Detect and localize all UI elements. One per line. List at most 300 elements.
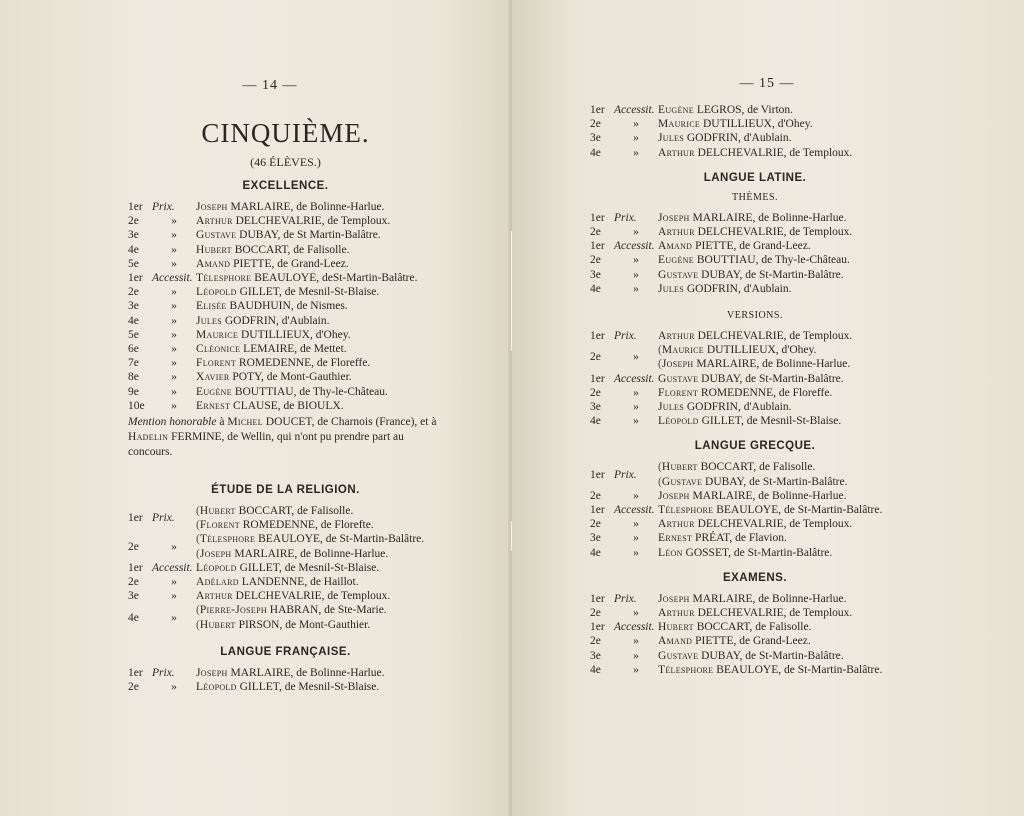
laureate-surname-place: GODFRIN, d'Aublain.	[683, 282, 792, 295]
laureate-surname-place: MARLAIRE, de Bolinne-Harlue.	[693, 358, 851, 371]
award-row	[128, 342, 443, 356]
laureate-surname-place: CLAUSE, de BIOULX.	[230, 399, 344, 412]
rank-type: »	[633, 351, 639, 364]
rank-type: Prix.	[614, 468, 637, 481]
laureate-name	[196, 399, 443, 413]
rank-ordinal: 1er	[590, 468, 605, 481]
rank-label	[128, 342, 196, 356]
rank-label	[128, 603, 196, 631]
rank-ordinal: 2e	[590, 635, 601, 648]
laureate-name	[658, 146, 920, 160]
rank-ordinal: 4e	[590, 663, 601, 676]
laureate-surname-place: DELCHEVALRIE, de Temploux.	[694, 226, 853, 239]
laureate-first-name: Hubert	[196, 243, 232, 256]
award-row-shared	[128, 603, 443, 631]
laureate-first-name: Hubert	[199, 505, 236, 518]
laureate-name	[658, 489, 920, 503]
award-row	[590, 268, 920, 282]
award-row	[590, 620, 920, 634]
laureate-surname-place: BOCCART, de Falisolle.	[231, 243, 350, 256]
section-heading-examens: EXAMENS.	[722, 571, 788, 584]
laureate-first-name: Pierre-Joseph	[199, 604, 267, 617]
rank-ordinal: 2e	[590, 489, 601, 502]
laureate-name	[196, 314, 443, 328]
rank-ordinal: 4e	[128, 243, 139, 256]
rank-type: »	[171, 286, 177, 299]
rank-label	[128, 214, 196, 228]
rank-type: »	[633, 663, 639, 676]
religion-list	[128, 561, 443, 604]
laureate-name	[196, 547, 443, 561]
laureate-name	[658, 649, 920, 663]
rank-label	[590, 606, 658, 620]
rank-type: Accessit.	[614, 240, 655, 253]
versions-prix1	[590, 329, 920, 343]
award-row	[590, 372, 920, 386]
rank-type: Accessit.	[614, 372, 655, 385]
mention-label: Mention honorable	[128, 416, 217, 429]
rank-type: »	[633, 282, 639, 295]
award-row	[590, 546, 920, 560]
laureate-surname-place: GODFRIN, d'Aublain.	[683, 132, 792, 145]
rank-ordinal: 8e	[128, 371, 139, 384]
laureate-name	[196, 589, 443, 603]
rank-type: »	[633, 635, 639, 648]
rank-ordinal: 1er	[128, 666, 143, 679]
laureate-first-name: Maurice	[196, 328, 239, 341]
laureate-name	[658, 400, 920, 414]
laureate-name	[196, 285, 443, 299]
award-row	[590, 531, 920, 545]
laureate-first-name: Florent	[199, 519, 240, 532]
rank-label	[128, 328, 196, 342]
laureate-name	[196, 575, 443, 589]
award-row	[128, 257, 443, 271]
award-row	[590, 253, 920, 267]
laureate-surname-place: LEMAIRE, de Mettet.	[240, 343, 347, 356]
award-row	[590, 489, 920, 503]
laureate-first-name: Joseph	[658, 592, 690, 605]
laureate-surname-place: MARLAIRE, de Bolinne-Harlue.	[231, 547, 389, 560]
rank-ordinal: 3e	[590, 401, 601, 414]
rank-type: »	[171, 215, 177, 228]
religion-acc4	[128, 603, 443, 631]
rank-ordinal: 1er	[128, 201, 143, 213]
laureate-surname-place: ROMEDENNE, de Floreffe.	[236, 357, 371, 370]
rank-type: »	[171, 399, 177, 412]
laureate-name	[658, 414, 920, 428]
rank-ordinal: 1er	[590, 592, 605, 605]
rank-label	[590, 282, 658, 296]
laureate-surname-place: GILLET, de Mesnil-St-Blaise.	[236, 681, 380, 694]
shared-names	[658, 460, 920, 488]
laureate-surname-place: BEAULOYE, deSt-Martin-Balâtre.	[251, 272, 418, 285]
laureate-surname-place: BOUTTIAU, de Thy-le-Château.	[693, 254, 850, 267]
rank-ordinal: 10e	[128, 399, 145, 412]
rank-label	[590, 503, 658, 517]
award-row	[590, 606, 920, 620]
laureate-first-name: Gustave	[658, 649, 699, 662]
laureate-name	[196, 299, 443, 313]
rank-label	[590, 460, 658, 488]
rank-ordinal: 2e	[590, 226, 601, 239]
rank-ordinal: 3e	[590, 649, 601, 662]
rank-type: »	[171, 343, 177, 356]
laureate-surname-place: LANDENNE, de Haillot.	[238, 576, 359, 589]
rank-label	[128, 589, 196, 603]
rank-label	[590, 329, 658, 343]
rank-label	[128, 575, 196, 589]
laureate-surname-place: MARLAIRE, de Bolinne-Harlue.	[689, 592, 847, 605]
rank-type: Accessit.	[614, 621, 655, 634]
rank-label	[590, 253, 658, 267]
rank-type: »	[633, 518, 639, 531]
laureate-surname-place: PIETTE, de Grand-Leez.	[692, 635, 811, 648]
laureate-surname-place: BEAULOYE, de St-Martin-Balâtre.	[713, 504, 883, 517]
laureate-name	[196, 342, 443, 356]
laureate-name	[196, 356, 443, 370]
rank-type: »	[633, 268, 639, 281]
rank-ordinal: 2e	[590, 254, 601, 267]
rank-label	[590, 400, 658, 414]
award-row-shared	[590, 460, 920, 488]
award-row	[590, 329, 920, 343]
award-row	[590, 225, 920, 239]
shared-names	[196, 504, 443, 532]
rank-ordinal: 1er	[590, 104, 605, 116]
rank-label	[590, 103, 658, 117]
rank-label	[128, 532, 196, 560]
laureate-first-name: Joseph	[196, 666, 228, 679]
award-row	[590, 400, 920, 414]
rank-label	[590, 146, 658, 160]
laureate-surname-place: DUBAY, de St-Martin-Balâtre.	[698, 649, 844, 662]
examens-list	[590, 592, 920, 677]
rank-ordinal: 2e	[590, 518, 601, 531]
rank-label	[128, 504, 196, 532]
laureate-name	[196, 666, 443, 680]
laureate-name	[196, 328, 443, 342]
award-row	[128, 589, 443, 603]
laureate-surname-place: BOCCART, de Falisolle.	[693, 621, 812, 634]
award-row	[128, 200, 443, 214]
rank-label	[590, 546, 658, 560]
rank-label	[590, 131, 658, 145]
rank-ordinal: 4e	[590, 282, 601, 295]
laureate-first-name: Eugène	[658, 104, 694, 116]
laureate-name	[196, 618, 443, 632]
right-page-content	[590, 103, 920, 677]
laureate-name	[658, 620, 920, 634]
rank-type: »	[633, 607, 639, 620]
rank-ordinal: 9e	[128, 385, 139, 398]
award-row	[128, 314, 443, 328]
laureate-first-name: Joseph	[658, 489, 690, 502]
rank-label	[128, 385, 196, 399]
rank-label	[128, 299, 196, 313]
rank-label	[128, 314, 196, 328]
laureate-surname-place: MARLAIRE, de Bolinne-Harlue.	[227, 666, 385, 679]
rank-type: »	[633, 226, 639, 239]
excellence-list	[128, 200, 443, 413]
laureate-surname-place: PRÉAT, de Flavion.	[692, 532, 787, 545]
laureate-first-name: Gustave	[658, 268, 699, 281]
rank-ordinal: 2e	[128, 286, 139, 299]
laureate-first-name: Arthur	[658, 226, 695, 239]
laureate-name	[196, 532, 443, 546]
left-page-content	[128, 118, 443, 694]
rank-ordinal: 1er	[590, 621, 605, 634]
rank-label	[590, 225, 658, 239]
laureate-first-name: Eugène	[196, 385, 232, 398]
laureate-name	[658, 517, 920, 531]
rank-ordinal: 1er	[590, 211, 605, 224]
laureate-surname-place: DELCHEVALRIE, de Temploux.	[694, 518, 853, 531]
laureate-name	[658, 503, 920, 517]
award-row-shared	[590, 343, 920, 371]
rank-ordinal: 1er	[590, 372, 605, 385]
laureate-name	[196, 561, 443, 575]
rank-ordinal: 5e	[128, 257, 139, 270]
laureate-first-name: Florent	[196, 357, 237, 370]
rank-type: Accessit.	[152, 272, 193, 285]
mention-name: Hadelin	[128, 431, 169, 444]
laureate-name	[658, 268, 920, 282]
rank-type: »	[171, 385, 177, 398]
laureate-first-name: Amand	[196, 257, 231, 270]
laureate-surname-place: ROMEDENNE, de Florefte.	[239, 519, 374, 532]
award-row	[128, 214, 443, 228]
award-row	[128, 385, 443, 399]
rank-ordinal: 2e	[128, 215, 139, 228]
laureate-first-name: Xavier	[196, 371, 230, 384]
laureate-surname-place: GILLET, de Mesnil-St-Blaise.	[236, 561, 380, 574]
rank-ordinal: 1er	[128, 272, 143, 285]
laureate-name	[658, 253, 920, 267]
rank-ordinal: 2e	[128, 576, 139, 589]
laureate-name	[658, 211, 920, 225]
award-row	[590, 592, 920, 606]
laureate-first-name: Jules	[658, 132, 684, 145]
laureate-first-name: Arthur	[196, 590, 233, 603]
laureate-first-name: Télesphore	[658, 663, 714, 676]
versions-list	[590, 372, 920, 429]
shared-names	[196, 603, 443, 631]
laureate-name	[196, 214, 443, 228]
francaise-continued-list	[590, 103, 920, 160]
laureate-name	[196, 370, 443, 384]
mention-name: Michel	[227, 416, 263, 429]
rank-ordinal: 1er	[590, 504, 605, 517]
laureate-surname-place: DELCHEVALRIE, de Temploux.	[694, 330, 853, 343]
laureate-surname-place: DUBAY, de St-Martin-Balâtre.	[698, 372, 844, 385]
rank-label	[590, 663, 658, 677]
rank-type: Accessit.	[614, 104, 655, 116]
page-number: — 14 —	[242, 78, 298, 93]
award-row	[590, 117, 920, 131]
award-row	[128, 561, 443, 575]
rank-type: Prix.	[152, 201, 175, 213]
rank-type: »	[633, 254, 639, 267]
rank-label	[590, 211, 658, 225]
laureate-surname-place: DUBAY, de St Martin-Balâtre.	[236, 229, 381, 242]
rank-type: »	[171, 371, 177, 384]
mention-honorable	[128, 415, 443, 460]
rank-type: »	[633, 649, 639, 662]
rank-label	[590, 531, 658, 545]
award-row	[590, 663, 920, 677]
laureate-surname-place: DELCHEVALRIE, de Temploux.	[694, 146, 853, 159]
rank-label	[590, 517, 658, 531]
rank-type: »	[633, 489, 639, 502]
laureate-surname-place: MARLAIRE, de Bolinne-Harlue.	[227, 201, 385, 213]
rank-label	[128, 680, 196, 694]
laureate-first-name: Arthur	[196, 215, 233, 228]
laureate-first-name: Télesphore	[196, 272, 252, 285]
laureate-first-name: Gustave	[658, 372, 699, 385]
rank-ordinal: 3e	[590, 268, 601, 281]
rank-type: »	[171, 300, 177, 313]
grecque-list	[590, 489, 920, 560]
rank-ordinal: 1er	[590, 330, 605, 343]
laureate-first-name: Joseph	[661, 358, 694, 371]
award-row	[128, 356, 443, 370]
laureate-first-name: Arthur	[658, 518, 695, 531]
award-row	[128, 271, 443, 285]
laureate-name	[658, 475, 920, 489]
laureate-name	[658, 357, 920, 371]
rank-type: »	[171, 243, 177, 256]
laureate-name	[196, 504, 443, 518]
rank-label	[128, 228, 196, 242]
page-number: — 15 —	[739, 76, 795, 91]
rank-ordinal: 3e	[590, 532, 601, 545]
laureate-first-name: Jules	[196, 314, 222, 327]
rank-type: »	[171, 257, 177, 270]
laureate-first-name: Eugène	[658, 254, 694, 267]
laureate-name	[658, 460, 920, 474]
laureate-surname-place: GILLET, de Mesnil-St-Blaise.	[236, 286, 380, 299]
laureate-first-name: Léopold	[196, 561, 237, 574]
rank-label	[128, 271, 196, 285]
award-row-shared	[128, 532, 443, 560]
laureate-first-name: Amand	[658, 240, 693, 253]
laureate-surname-place: BEAULOYE, de St-Martin-Balâtre.	[255, 533, 425, 546]
laureate-first-name: Gustave	[661, 475, 703, 488]
laureate-surname-place: DELCHEVALRIE, de Temploux.	[232, 215, 391, 228]
rank-type: Accessit.	[614, 504, 655, 517]
rank-ordinal: 2e	[590, 386, 601, 399]
laureate-surname-place: DUTILLIEUX, d'Ohey.	[238, 328, 351, 341]
rank-label	[128, 666, 196, 680]
rank-type: Prix.	[614, 211, 637, 224]
award-row	[128, 666, 443, 680]
award-row	[128, 680, 443, 694]
laureate-surname-place: BAUDHUIN, de Nismes.	[226, 300, 348, 313]
laureate-first-name: Maurice	[658, 118, 701, 131]
rank-label	[590, 343, 658, 371]
laureate-name	[658, 225, 920, 239]
subsection-heading-versions: VERSIONS.	[727, 310, 783, 322]
laureate-surname-place: HABRAN, de Ste-Marie.	[266, 604, 387, 617]
award-row	[128, 370, 443, 384]
laureate-name	[658, 239, 920, 253]
rank-label	[590, 634, 658, 648]
award-row	[590, 517, 920, 531]
rank-label	[590, 268, 658, 282]
award-row	[128, 299, 443, 313]
laureate-first-name: Jules	[658, 401, 684, 414]
laureate-surname-place: PIETTE, de Grand-Leez.	[230, 257, 349, 270]
laureate-name	[196, 271, 443, 285]
rank-type: »	[633, 401, 639, 414]
laureate-name	[658, 131, 920, 145]
rank-ordinal: 5e	[128, 328, 139, 341]
rank-label	[128, 561, 196, 575]
award-row	[590, 386, 920, 400]
laureate-name	[658, 386, 920, 400]
award-row	[590, 649, 920, 663]
laureate-surname-place: DELCHEVALRIE, de Temploux.	[694, 607, 853, 620]
right-page	[512, 0, 1024, 816]
laureate-first-name: Léopold	[658, 415, 699, 428]
laureate-surname-place: ROMEDENNE, de Floreffe.	[698, 386, 833, 399]
rank-label	[590, 239, 658, 253]
rank-ordinal: 6e	[128, 343, 139, 356]
subsection-heading-themes: THÈMES.	[732, 191, 778, 203]
francaise-list	[128, 666, 443, 694]
rank-ordinal: 3e	[590, 132, 601, 145]
rank-label	[128, 356, 196, 370]
rank-ordinal: 4e	[590, 415, 601, 428]
laureate-first-name: Hubert	[658, 621, 694, 634]
rank-ordinal: 4e	[128, 611, 139, 624]
laureate-first-name: Télesphore	[658, 504, 714, 517]
award-row	[590, 211, 920, 225]
rank-ordinal: 3e	[128, 229, 139, 242]
laureate-surname-place: DELCHEVALRIE, de Temploux.	[232, 590, 391, 603]
rank-type: »	[171, 229, 177, 242]
laureate-first-name: Gustave	[196, 229, 237, 242]
laureate-surname-place: GODFRIN, d'Aublain.	[683, 401, 792, 414]
laureate-first-name: Cléonice	[196, 343, 241, 356]
laureate-name	[196, 257, 443, 271]
award-row	[590, 239, 920, 253]
rank-label	[590, 117, 658, 131]
laureate-first-name: Adélard	[196, 576, 239, 589]
laureate-name	[658, 282, 920, 296]
laureate-first-name: Hubert	[199, 618, 236, 631]
laureate-name	[658, 663, 920, 677]
rank-type: »	[171, 611, 177, 624]
laureate-name	[658, 546, 920, 560]
award-row	[128, 575, 443, 589]
section-heading-latine: LANGUE LATINE.	[703, 171, 807, 184]
laureate-name	[658, 592, 920, 606]
rank-ordinal: 2e	[128, 681, 139, 694]
section-heading-excellence: EXCELLENCE.	[242, 180, 329, 192]
section-heading-grecque: LANGUE GRECQUE.	[694, 440, 816, 453]
rank-ordinal: 2e	[128, 540, 139, 553]
laureate-first-name: Léon	[658, 546, 683, 559]
rank-type: »	[633, 532, 639, 545]
rank-ordinal: 2e	[590, 351, 601, 364]
award-row	[590, 282, 920, 296]
laureate-first-name: Télesphore	[199, 533, 256, 546]
mention-text: DOUCET, de Charnois (France), et à	[262, 416, 437, 429]
rank-label	[590, 620, 658, 634]
laureate-name	[196, 603, 443, 617]
